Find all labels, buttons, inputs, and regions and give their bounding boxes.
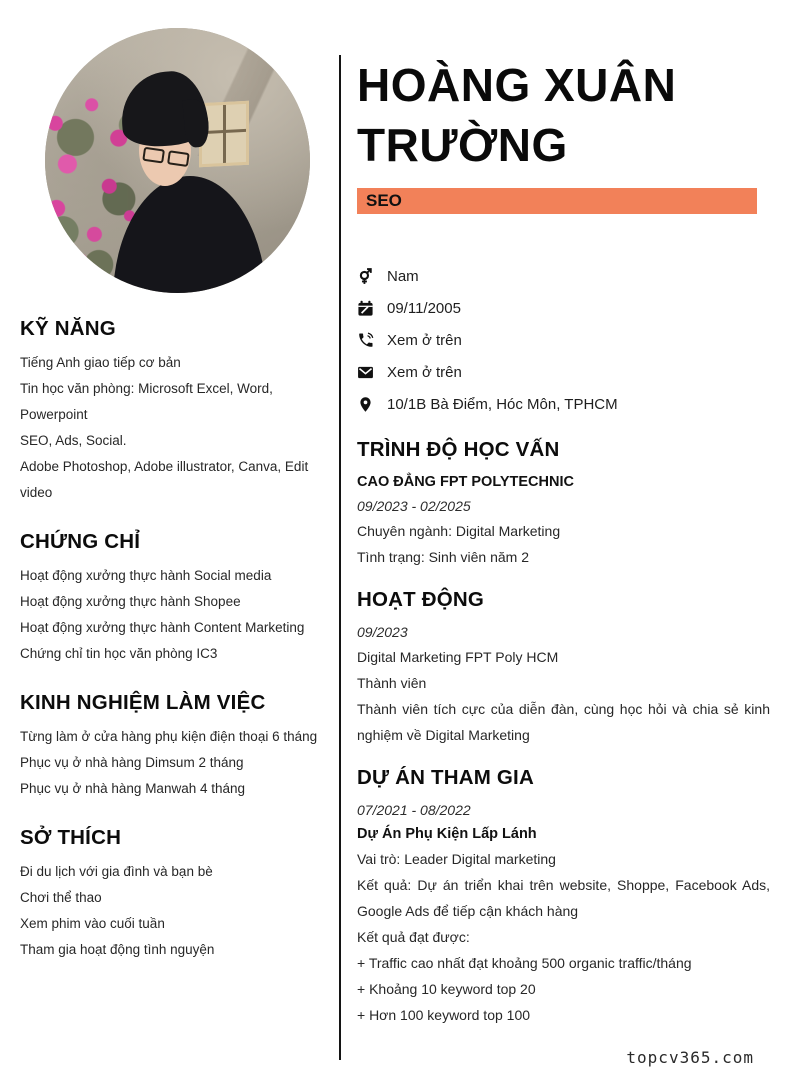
skill-item: Tiếng Anh giao tiếp cơ bản — [20, 355, 181, 370]
certificate-item: Hoạt động xưởng thực hành Shopee — [20, 594, 241, 609]
activity-description: Thành viên tích cực của diễn đàn, cùng học hỏi và chia sẻ kinh nghiệm về Digital Marketing — [357, 701, 770, 743]
contact-row-gender — [357, 260, 770, 292]
calendar-icon — [357, 300, 374, 317]
project-result: Kết quả: Dự án triển khai trên website, Shoppe, Facebook Ads, Google Ads để tiếp cận khách hàng — [357, 877, 770, 919]
education-status: Tình trạng: Sinh viên năm 2 — [357, 549, 529, 565]
activity-period: 09/2023 — [357, 624, 408, 640]
phone-icon — [357, 332, 374, 349]
site-watermark: topcv365.com — [626, 1048, 754, 1067]
column-divider — [339, 55, 341, 1060]
contact-phone-value: Xem ở trên — [387, 331, 462, 349]
certificate-item: Hoạt động xưởng thực hành Social media — [20, 568, 272, 583]
skill-item: SEO, Ads, Social. — [20, 433, 127, 448]
sidebar-section-certificates — [20, 530, 336, 667]
contact-list — [357, 260, 770, 420]
activity-organization: Digital Marketing FPT Poly HCM — [357, 649, 559, 665]
contact-gender-value: Nam — [387, 267, 419, 285]
contact-row-email — [357, 356, 770, 388]
certificate-item: Hoạt động xưởng thực hành Content Marketing — [20, 620, 305, 635]
hobby-item: Chơi thể thao — [20, 890, 102, 905]
contact-email-value: Xem ở trên — [387, 363, 462, 381]
section-title-activities: HOẠT ĐỘNG — [357, 588, 485, 611]
contact-row-phone — [357, 324, 770, 356]
section-title-certificates: CHỨNG CHỈ — [20, 530, 141, 553]
section-title-projects: DỰ ÁN THAM GIA — [357, 766, 534, 789]
sidebar-section-skills — [20, 317, 336, 506]
hobby-item: Đi du lịch với gia đình và bạn bè — [20, 864, 213, 879]
candidate-name: HOÀNG XUÂN TRƯỜNG — [357, 59, 677, 171]
gender-icon — [357, 268, 374, 285]
section-education — [357, 438, 770, 570]
skill-item: Tin học văn phòng: Microsoft Excel, Word, Powerpoint — [20, 381, 273, 422]
contact-row-birthdate — [357, 292, 770, 324]
skill-item: Adobe Photoshop, Adobe illustrator, Canva, Edit video — [20, 459, 309, 500]
contact-address-value: 10/1B Bà Điểm, Hóc Môn, TPHCM — [387, 395, 618, 413]
left-column — [20, 0, 336, 963]
sidebar-section-work-experience — [20, 691, 336, 802]
education-period: 09/2023 - 02/2025 — [357, 498, 471, 514]
contact-row-address — [357, 388, 770, 420]
profile-photo — [45, 28, 310, 293]
experience-item: Từng làm ở cửa hàng phụ kiện điện thoại 6 tháng — [20, 729, 318, 744]
project-results-label: Kết quả đạt được: — [357, 929, 470, 945]
section-activities — [357, 588, 770, 748]
section-projects — [357, 766, 770, 1028]
photo-person-head — [45, 28, 310, 293]
right-column — [357, 55, 770, 1028]
photo-person-hair — [118, 68, 210, 149]
project-name: Dự Án Phụ Kiện Lấp Lánh — [357, 826, 537, 842]
sidebar-section-hobbies — [20, 826, 336, 963]
project-achievement: + Khoảng 10 keyword top 20 — [357, 981, 536, 997]
section-title-skills: KỸ NĂNG — [20, 317, 116, 340]
activity-role: Thành viên — [357, 675, 427, 691]
experience-item: Phục vụ ở nhà hàng Dimsum 2 tháng — [20, 755, 244, 770]
project-role: Vai trò: Leader Digital marketing — [357, 851, 556, 867]
certificate-item: Chứng chỉ tin học văn phòng IC3 — [20, 646, 218, 661]
section-title-hobbies: SỞ THÍCH — [20, 826, 122, 849]
education-major: Chuyên ngành: Digital Marketing — [357, 523, 561, 539]
project-period: 07/2021 - 08/2022 — [357, 802, 471, 818]
email-icon — [357, 364, 374, 381]
project-achievement: + Traffic cao nhất đạt khoảng 500 organic traffic/tháng — [357, 955, 692, 971]
location-icon — [357, 396, 374, 413]
hobby-item: Xem phim vào cuối tuần — [20, 916, 165, 931]
role-badge: SEO — [357, 188, 757, 214]
education-school: CAO ĐẲNG FPT POLYTECHNIC — [357, 474, 574, 490]
experience-item: Phục vụ ở nhà hàng Manwah 4 tháng — [20, 781, 246, 796]
contact-birthdate-value: 09/11/2005 — [387, 299, 461, 317]
section-title-work-experience: KINH NGHIỆM LÀM VIỆC — [20, 691, 266, 714]
hobby-item: Tham gia hoạt động tình nguyện — [20, 942, 215, 957]
project-achievement: + Hơn 100 keyword top 100 — [357, 1007, 531, 1023]
section-title-education: TRÌNH ĐỘ HỌC VẤN — [357, 438, 560, 461]
